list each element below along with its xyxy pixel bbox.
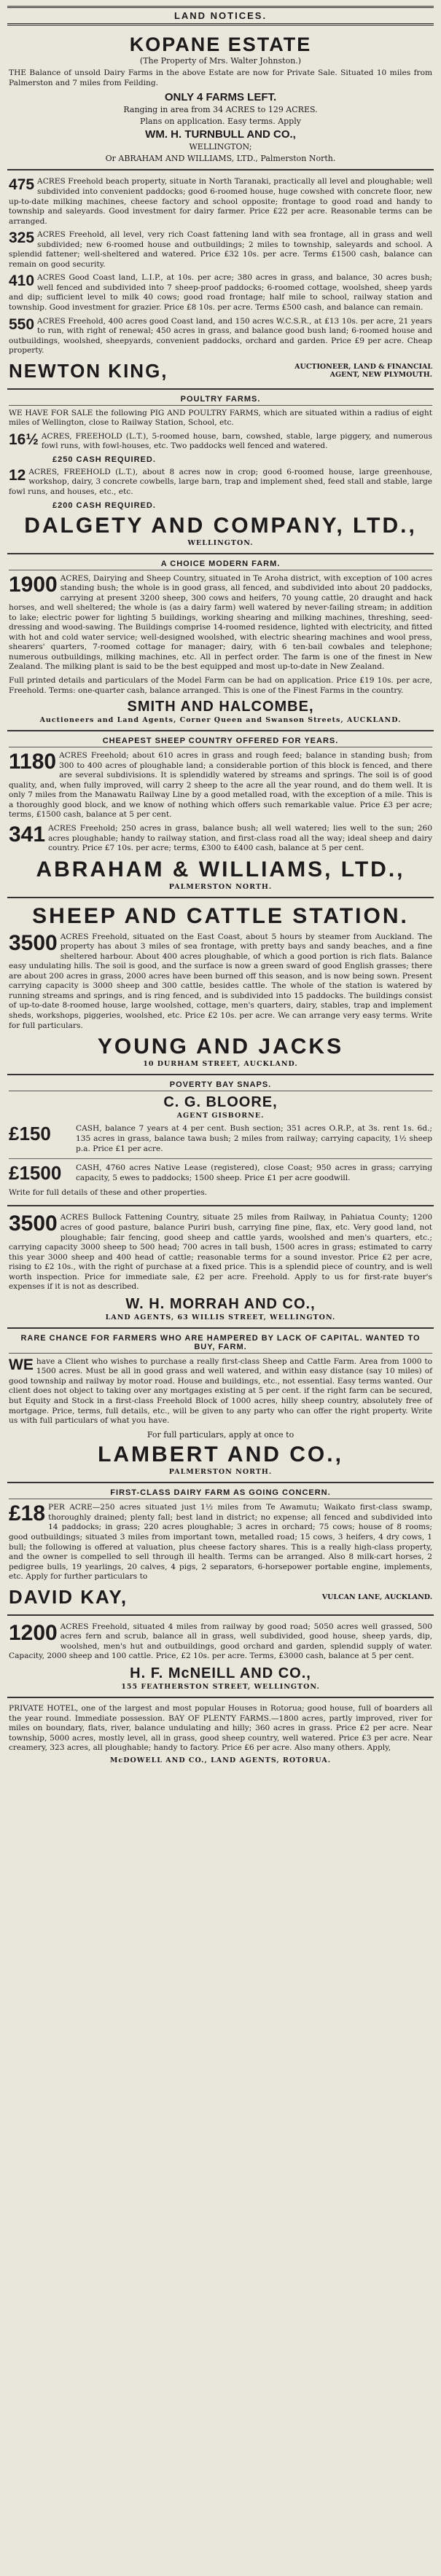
ad-heading: FIRST-CLASS DAIRY FARM AS GOING CONCERN. xyxy=(9,1488,432,1499)
firm-address-line-1: AUCTIONEER, LAND & FINANCIAL xyxy=(294,362,432,371)
snap-item xyxy=(9,1124,432,1154)
firm-name: ABRAHAM & WILLIAMS, LTD., xyxy=(36,857,405,881)
listing-acreage: 410 xyxy=(9,272,35,290)
firm-address: Auctioneers and Land Agents, Corner Queen and Swanson Streets, AUCKLAND. xyxy=(39,716,402,725)
section-masthead: LAND NOTICES. xyxy=(7,6,434,25)
listing-item xyxy=(9,317,432,356)
kopane-agent-1: WM. H. TURNBULL AND CO., xyxy=(145,127,296,141)
dalgety-ad xyxy=(7,390,434,554)
firm-name: DALGETY AND COMPANY, LTD., xyxy=(24,513,417,538)
firm-address: PALMERSTON NORTH. xyxy=(168,1468,273,1477)
listing-price: £18 xyxy=(9,1501,46,1526)
kopane-only-line: ONLY 4 FARMS LEFT. xyxy=(164,91,277,104)
lambert-footer: For full particulars, apply at once to xyxy=(147,1429,294,1440)
snap-price: £1500 xyxy=(9,1162,62,1185)
firm-address: LAND AGENTS, 63 WILLIS STREET, WELLINGTON. xyxy=(105,1313,336,1322)
snap-text: CASH, 4760 acres Native Lease (registered), close Coast; 950 acres in grass; carrying capacity, 5 ewes to paddocks; 1500 sheep. Price £1 per acre goodwill. xyxy=(76,1163,432,1183)
listing-item xyxy=(9,432,432,452)
firm-address-line-2: AGENT, NEW PLYMOUTH. xyxy=(329,371,432,380)
kopane-range-line: Ranging in area from 34 ACRES to 129 ACRES. xyxy=(123,105,318,115)
listing-acreage: 475 xyxy=(9,176,35,194)
listing-item xyxy=(9,273,432,313)
firm-address: 10 DURHAM STREET, AUCKLAND. xyxy=(143,1060,298,1069)
listing-text: ACRES Bullock Fattening Country, situate 25 miles from Railway, in Pahiatua County; 1200 acres of good pasture, balance Puriri bush, carrying fine pine, flax, etc. Very good land, not ploughable; fair fencing, good sheep and cattle yards, woolshed and men's quarters, etc.; carrying capacity 3000 sheep to 500 head; 700 acres in tall bush, 1500 acres in grass; estimated to carry this year 3000 sheep and 400 head of cattle; reasonable terms for a sound investor. Price £2 per acre, rising to £2 10s., with the right of purchase at a fixed price. This is a splendid piece of country, and is well worth inspection. Price for immediate sale, £2 per acre. Freehold. Apply to us for first-rate buyer's expenses if it is not as described. xyxy=(9,1213,432,1292)
listing-item xyxy=(9,824,432,854)
listing-text: ACRES Freehold, situated on the East Coast, about 5 hours by steamer from Auckland. The property has about 3 miles of sea frontage, with pretty bays and sandy beaches, and a fine sheltered harbour. About 400 acres ploughable, of which a good portion is rich flats. Balance easy undulating hills. The soil is good, and the surface is now a green sward of good English grasses; there are about 200 acres in grass, 2000 acres have been burned off this season, and is now being sown. Present carrying capacity is 3000 sheep and 300 cattle, besides cattle. The whole of the station is watered by running streams and springs, and is ring fenced, and is subdivided into 15 paddocks. The buildings consist of up-to-date 8-roomed house, large woolshed, cottage, men's quarters, dairy, stables, trap and implement sheds, workshops, piggeries, woolshed, etc. Price £2 10s. per acre. We can arrange very easy terms. Write for full particulars. xyxy=(9,932,432,1030)
firm-address: PALMERSTON NORTH. xyxy=(168,882,273,891)
newton-king-ad xyxy=(7,170,434,389)
listing-text: ACRES Freehold, all level, very rich Coast fattening land with sea frontage, all in grass and well subdivided; new 6-roomed house and outbuildings; 2 miles to township, saleyards and school. A splendid fattener; well-sheltered and watered. Price £32 10s. per acre. Terms £1500 cash, balance can remain on good security. xyxy=(9,230,432,269)
snap-text: CASH, balance 7 years at 4 per cent. Bush section; 351 acres O.R.P., at 3s. rent 1s. 6d.; 135 acres in grass, balance tawa bush; 2 miles from railway; carrying capacity, 1½ sheep p.a. Price £1 per acre. xyxy=(76,1124,432,1153)
firm-address: VULCAN LANE, AUCKLAND. xyxy=(321,1593,432,1601)
listing-item xyxy=(9,1622,432,1662)
firm-name: W. H. MORRAH AND CO., xyxy=(125,1295,316,1312)
listing-text: ACRES Good Coast land, L.I.P., at 10s. per acre; 380 acres in grass, and balance, 30 acres bush; well fenced and subdivided into 7 sheep-proof paddocks; 6-roomed cottage, woolshed, sheep yards and dip; sufficient level to milk 40 cows; good road frontage; half mile to school, railway station and township. Good investment for grazier. Price £8 10s. per acre. Terms £500 cash, and balance can remain. xyxy=(9,273,432,312)
abraham-williams-ad xyxy=(7,731,434,898)
firm-address: WELLINGTON. xyxy=(187,538,254,547)
listing-acreage: 325 xyxy=(9,229,35,247)
snap-price: £150 xyxy=(9,1123,51,1145)
dalgety-intro: WE HAVE FOR SALE the following PIG AND POULTRY FARMS, which are situated within a radius of eight miles of Wellington, close to Railway Station, School, etc. xyxy=(9,408,432,428)
newspaper-page xyxy=(7,6,434,2563)
listing-item xyxy=(9,1357,432,1426)
listing-acreage: 341 xyxy=(9,822,46,847)
kopane-agent-2: WELLINGTON; xyxy=(189,141,252,152)
smith-halcombe-ad xyxy=(7,554,434,732)
listing-text: ACRES Freehold, situated 4 miles from railway by good road; 5050 acres well grassed, 500 acres fern and scrub, balance all in grass, well subdivided, good house, sheep yards, dip, woolshed, men's hut and outbuildings, good orchard and garden, splendid supply of water. Capacity, 2000 sheep and 100 cattle. Price, £2 10s. per acre. Terms, £3000 cash, balance at 5 per cent. xyxy=(9,1622,432,1661)
firm-name: C. G. BLOORE, xyxy=(163,1094,278,1111)
listing-acreage: 1200 xyxy=(9,1620,58,1645)
kopane-subtitle: (The Property of Mrs. Walter Johnston.) xyxy=(139,56,302,66)
morrah-ad xyxy=(7,1206,434,1328)
kopane-agent-3: Or ABRAHAM AND WILLIAMS, LTD., Palmerston North. xyxy=(105,153,336,163)
listing-acreage: 3500 xyxy=(9,1212,58,1236)
kopane-plans-line: Plans on application. Easy terms. Apply xyxy=(140,117,301,127)
firm-address: AGENT GISBORNE. xyxy=(176,1112,265,1120)
kopane-estate-ad xyxy=(7,30,434,170)
listing-item xyxy=(9,751,432,820)
listing-item xyxy=(9,468,432,498)
ad-heading: RARE CHANCE FOR FARMERS WHO ARE HAMPERED BY LACK OF CAPITAL. WANTED TO BUY, FARM. xyxy=(9,1334,432,1354)
listing-acreage: 1900 xyxy=(9,572,58,597)
smith-extra: Full printed details and particulars of the Model Farm can be had on application. Price £19 10s. per acre, Freehold. Terms: one-quarter cash, balance arranged. This is one of the Finest Farms in the country. xyxy=(9,676,432,695)
ad-heading: A CHOICE MODERN FARM. xyxy=(9,559,432,570)
listing-acreage: 3500 xyxy=(9,930,58,955)
firm-name: DAVID KAY, xyxy=(9,1585,128,1608)
firm-name: YOUNG AND JACKS xyxy=(97,1034,344,1059)
listing-text: have a Client who wishes to purchase a really first-class Sheep and Cattle Farm. Area from 1000 to 1500 acres. Must be all in good grass and well watered, and within easy distance (say 10 miles) of good township and railway by motor road. House and buildings, etc., not essential. Easy terms wanted. Our client does not object to taking over any mortgages existing at 5 per cent. if the right farm can be secured, but Equity and Stock in a first-class Freehold Block of 1000 acres, hilly sheep country, absolutely free of mortgage. Price, terms, full details, etc., will be given to any party who can offer the right property. Write us with full particulars of what you have. xyxy=(9,1356,432,1426)
mcdowell-ad xyxy=(7,1698,434,1770)
ad-heading: POULTRY FARMS. xyxy=(9,395,432,406)
listing-acreage: 16½ xyxy=(9,431,39,448)
firm-name: LAMBERT AND CO., xyxy=(98,1442,343,1467)
listing-item xyxy=(9,932,432,1031)
firm-name: McDOWELL AND CO., LAND AGENTS, ROTORUA. xyxy=(109,1756,332,1764)
snap-item xyxy=(9,1163,432,1184)
listing-text: ACRES Freehold beach property, situate in North Taranaki, practically all level and ploughable; well subdivided into convenient paddocks; good 6-roomed house, huge cowshed with concrete floor, new up-to-date milking machines, cheese factory and school opposite; frontage to good road and handy to township and saleyards. Good investment for dairy farmer. Price £22 per acre. Reasonable terms can be arranged. xyxy=(9,177,432,226)
ad-heading: CHEAPEST SHEEP COUNTRY OFFERED FOR YEARS. xyxy=(9,737,432,747)
firm-address: 155 FEATHERSTON STREET, WELLINGTON. xyxy=(121,1682,320,1691)
listing-item xyxy=(9,1503,432,1582)
listing-item xyxy=(9,1213,432,1292)
cash-required: £200 CASH REQUIRED. xyxy=(52,500,156,510)
mcneill-ad xyxy=(7,1616,434,1698)
bloore-footer: Write for full details of these and other properties. xyxy=(9,1187,208,1197)
cash-required: £250 CASH REQUIRED. xyxy=(52,455,156,464)
listing-text: ACRES, Dairying and Sheep Country, situated in Te Aroha district, with exception of 100 acres standing bush; the whole is in good grass, all fenced, and subdivided into about 20 paddocks, carrying at present 3200 sheep, 300 cows and heifers, 70 young cattle, 20 draught and hack horses, and well sheltered; the whole is (as a dairy farm) well watered by never-failing stream; in addition to lake; electric power for lighting 5 buildings, working shearing and milking machines, threshing, seed-dressing and wood-sawing. The Buildings comprise 14-roomed residence, lighted with electricity, and fitted with hot and cold water service; well-designed woolshed, with electric shearing machines and wool press, shearers' quarters, 7-roomed cottage for manager; dairy, with 6 ten-bail cowbales and telephone; numerous outbuildings, milking machines, etc. All in perfect order. The farm is one of the finest in New Zealand. The milking plant is said to be the best equipped and most up-to-date in New Zealand. xyxy=(9,573,432,672)
divider xyxy=(9,1158,432,1159)
firm-name: SMITH AND HALCOMBE, xyxy=(127,699,314,715)
listing-text: ACRES Freehold, 400 acres good Coast land, and 150 acres W.C.S.R., at £13 10s. per acre, 21 years to run, with right of renewal; 450 acres in grass, and balance good bush land; 6-roomed house and outbuildings, woolshed, sheepyards, convenient paddocks, orchard and garden. Price £9 per acre. Cheap property. xyxy=(9,316,432,356)
listing-text: ACRES Freehold; about 610 acres in grass and rough feed; balance in standing bush; from 300 to 400 acres of ploughable land; a considerable portion of this block is fenced, and there are several subdivisions. It is splendidly watered by streams and springs. The soil is of good quality, and, when fully improved, will carry 2 sheep to the acre all the year round, and do them well. It is only 7 miles from the Manawatu Railway Line by a good metalled road, with the exception of a mile. This is a thoroughly good block, and we know of nothing which offers such remarkable value. Price £3 per acre; terms, £1500 cash, balance at 5 per cent. xyxy=(9,751,432,820)
listing-text: ACRES, FREEHOLD (L.T.), about 8 acres now in crop; good 6-roomed house, large greenhouse, workshop, dairy, 3 concrete cowbells, large barn, trap and implement shed, feed stall and stable, large fowl runs, and houses, etc., etc. xyxy=(9,467,432,497)
david-kay-ad xyxy=(7,1483,434,1615)
david-kay-signature xyxy=(9,1586,432,1609)
ad-heading: POVERTY BAY SNAPS. xyxy=(9,1080,432,1091)
newton-king-signature xyxy=(9,360,432,382)
listing-text: PER ACRE—250 acres situated just 1½ miles from Te Awamutu; Waikato first-class swamp, thoroughly drained; plenty fall; best land in district; no expense; all fenced and subdivided into 14 paddocks; in grass; 220 acres ploughable; 3 acres in orchard; 75 cows; house of 8 rooms; good outbuildings; situated 3 miles from important town, metalled road; 15 cows, 3 heifers, 4 dry cows, 1 bull; the following is offered at valuation, plus cheese factory shares. This is a really high-class property, and the owner is compelled to sell through ill health. Terms can be arranged. Also 8 milk-cart horses, 2 pedigree bulls, 19 yearlings, 20 calves, 4 pigs, 2 separators, 6-horsepower portable engine, implements, etc. Apply for further particulars to xyxy=(9,1503,432,1582)
listing-lead: WE xyxy=(9,1356,34,1373)
lambert-ad xyxy=(7,1329,434,1484)
listing-acreage: 550 xyxy=(9,315,35,333)
kopane-body: THE Balance of unsold Dairy Farms in the above Estate are now for Private Sale. Situated 10 miles from Palmerston and 7 miles from Feilding. xyxy=(9,68,432,87)
listing-acreage: 12 xyxy=(9,466,26,484)
listing-item xyxy=(9,230,432,270)
listing-acreage: 1180 xyxy=(9,750,57,774)
young-jacks-ad xyxy=(7,898,434,1075)
ad-heading: SHEEP AND CATTLE STATION. xyxy=(32,903,409,928)
firm-name: NEWTON KING, xyxy=(9,359,168,382)
firm-name: H. F. McNEILL AND CO., xyxy=(130,1665,311,1681)
listing-text: ACRES, FREEHOLD (L.T.), 5-roomed house, barn, cowshed, stable, large piggery, and numerous fowl runs, with fowl-houses, etc. Two paddocks well fenced and watered. xyxy=(41,431,432,451)
firm-address xyxy=(294,363,432,380)
listing-item xyxy=(9,574,432,672)
bloore-ad xyxy=(7,1075,434,1206)
listing-text: ACRES Freehold; 250 acres in grass, balance bush; all well watered; lies well to the sun; 260 acres ploughable; handy to railway station, and first-class road all the way; ideal sheep and dairy country. Price £7 10s. per acre; terms, £300 to £400 cash, balance at 5 per cent. xyxy=(48,823,432,853)
kopane-title: KOPANE ESTATE xyxy=(129,34,312,55)
listing-item xyxy=(9,177,432,227)
mcdowell-text: PRIVATE HOTEL, one of the largest and most popular Houses in Rotorua; good house, full of boarders all the year round. Immediate possession. BAY OF PLENTY FARMS.—1800 acres, partly improved, river for miles on boundary, flats, river, balance undulating and hilly; 360 acres in grass. Price £2 per acre. Near township, 5000 acres, mostly level, all in grass, good sheep country, well watered. Price £3 per acre. Near creamery, 323 acres, all ploughable; handy to factory. Price £6 per acre. Also many others. Apply, xyxy=(9,1703,432,1753)
